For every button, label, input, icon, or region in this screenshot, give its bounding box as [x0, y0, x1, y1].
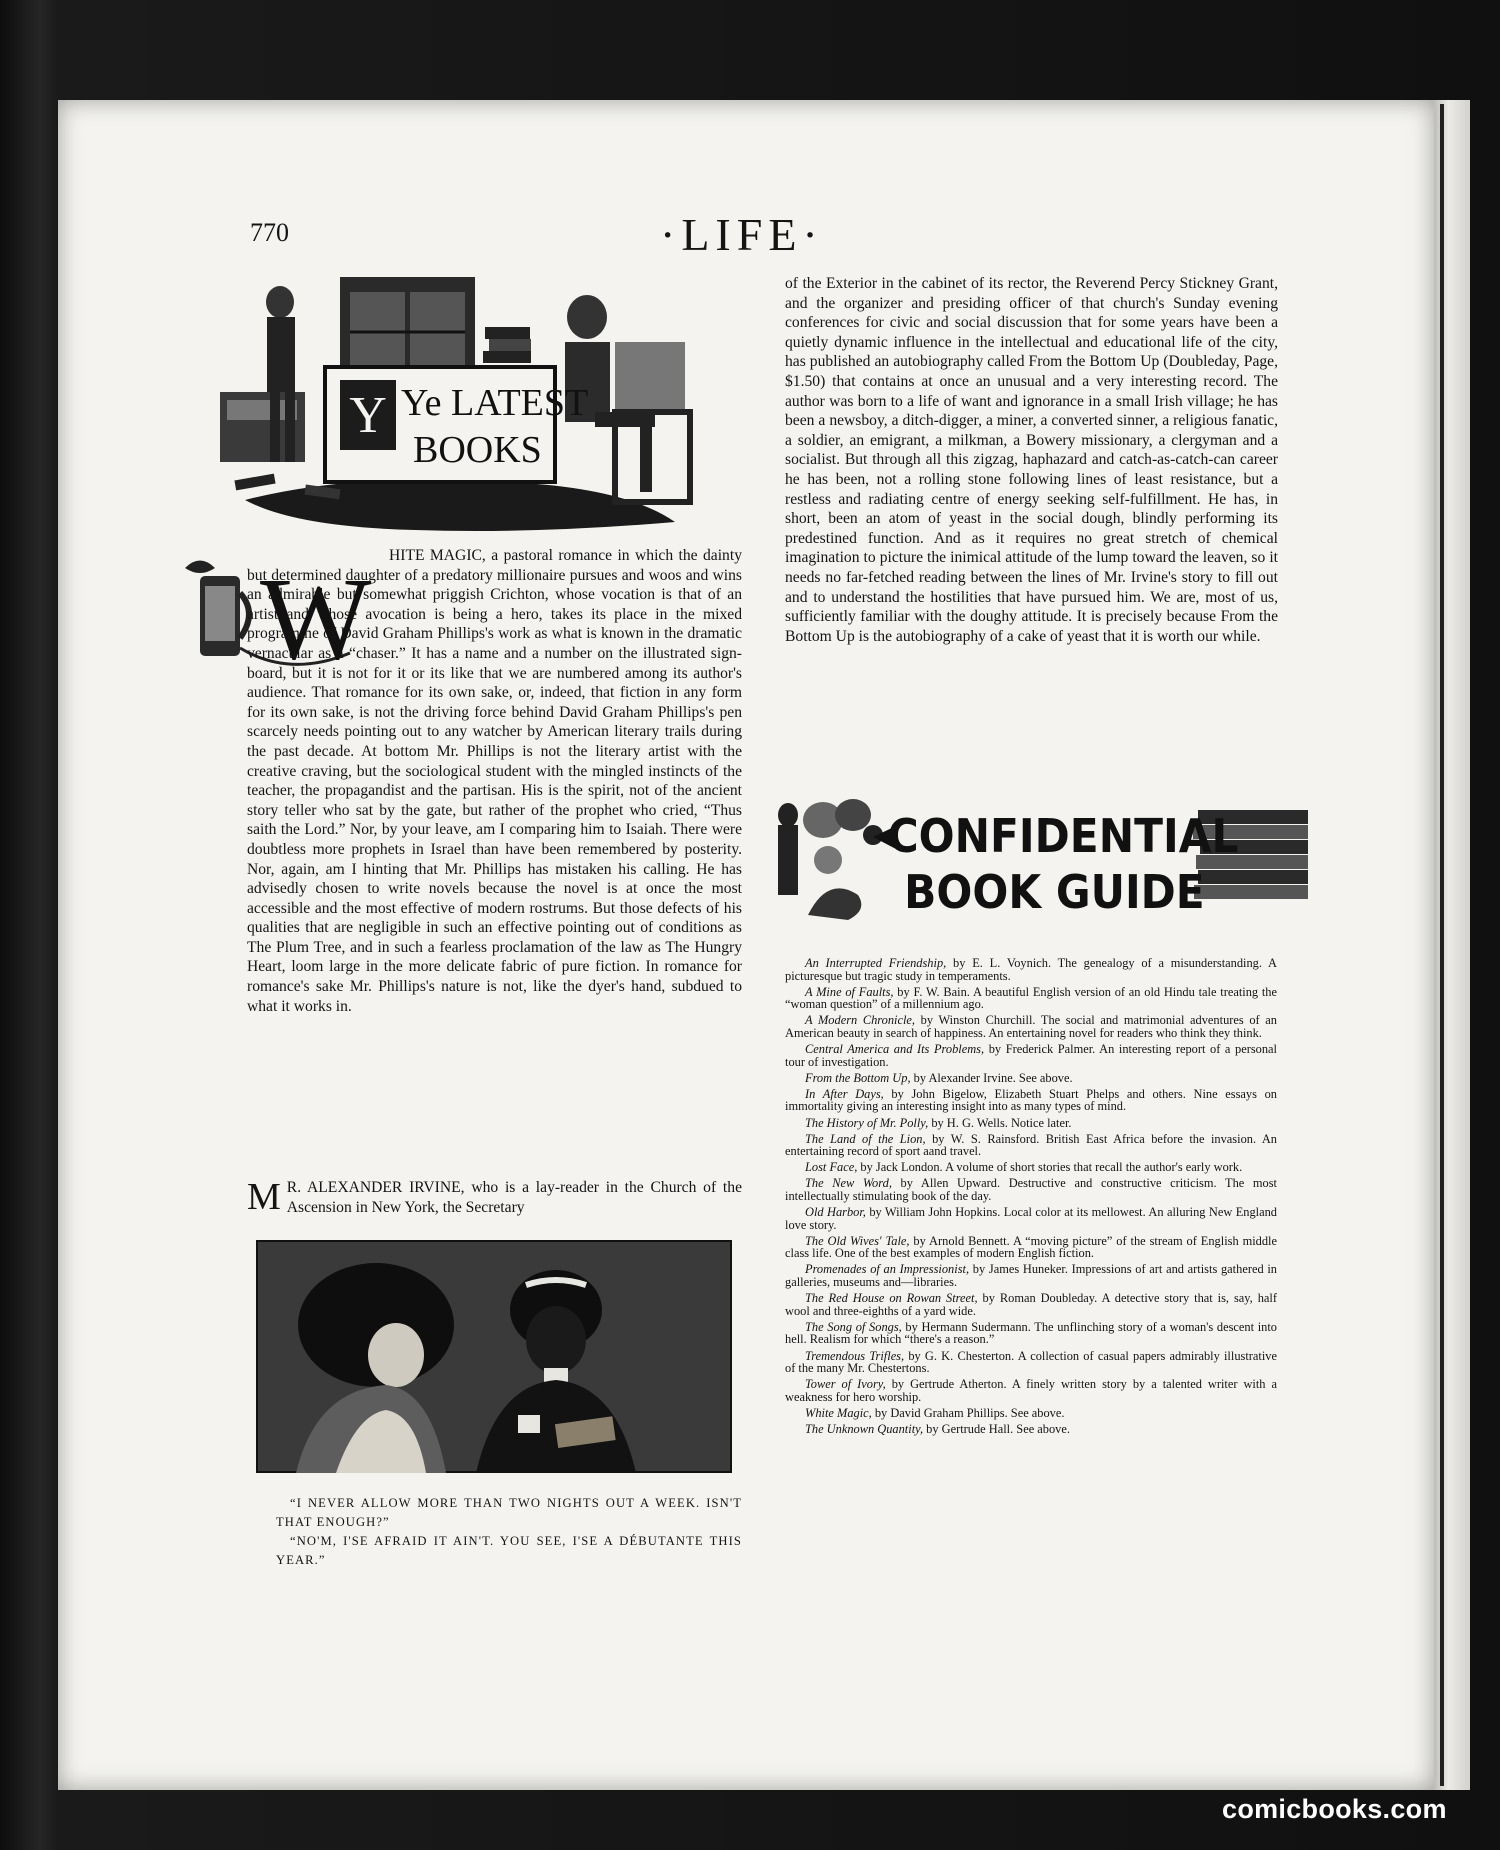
guide-entry	[785, 1423, 1277, 1436]
confidential-book-guide-illustration	[768, 795, 1323, 925]
page-gutter-line	[1440, 104, 1444, 1786]
guide-entry-title: In After Days,	[805, 1086, 884, 1101]
watermark: comicbooks.com	[1222, 1794, 1447, 1824]
confidential-line2: BOOK GUIDE	[904, 866, 1205, 920]
guide-entry-title: The New Word,	[805, 1176, 892, 1191]
guide-entry	[785, 1177, 1277, 1202]
guide-entry-title: Tremendous Trifles,	[805, 1348, 905, 1363]
guide-entry-title: An Interrupted Friendship,	[805, 956, 947, 970]
guide-entry-description: by Alexander Irvine. See above.	[910, 1070, 1073, 1085]
guide-entry-description: by Hermann Sudermann. The unflinching story of a woman's descent into hell. Realism for which “there's a reason.”	[785, 1319, 1277, 1347]
guide-entry-title: The History of Mr. Polly,	[805, 1115, 929, 1130]
guide-entry-description: by Jack London. A volume of short stories that recall the author's early work.	[857, 1160, 1243, 1175]
confidential-line1: CONFIDENTIAL	[887, 810, 1239, 864]
ye-monogram: Y	[349, 387, 387, 444]
guide-entry-title: Lost Face,	[805, 1160, 858, 1175]
guide-entry	[785, 1117, 1277, 1130]
guide-entry	[785, 1378, 1277, 1403]
guide-entry	[785, 1072, 1277, 1085]
page-number: 770	[250, 218, 289, 247]
guide-entry-title: Tower of Ivory,	[805, 1377, 886, 1392]
irvine-review-continued	[785, 274, 1278, 646]
irvine-dropcap: M	[247, 1176, 281, 1218]
guide-entry-title: The Land of the Lion,	[805, 1131, 926, 1146]
latest-books-line1: Ye LATEST	[401, 382, 589, 424]
guide-entry-title: The Unknown Quantity,	[805, 1422, 924, 1436]
guide-entry-title: Central America and Its Problems,	[805, 1042, 985, 1057]
latest-books-illustration	[205, 272, 750, 537]
guide-entry	[785, 1350, 1277, 1375]
guide-entry	[785, 1161, 1277, 1174]
guide-entry-description: by G. K. Chesterton. A collection of casual papers admirably illustrative of the many Mr. Chestertons.	[785, 1348, 1277, 1376]
guide-entry-description: by Roman Doubleday. A detective story that is, say, half wool and three-eighths of a yard wide.	[785, 1291, 1277, 1318]
guide-entry	[785, 1088, 1277, 1113]
guide-entry	[785, 1407, 1277, 1420]
guide-entry	[785, 1263, 1277, 1288]
guide-entry-description: by E. L. Voynich. The genealogy of a misunderstanding. A picturesque but tragic study in temperaments.	[785, 956, 1278, 983]
guide-entry	[785, 986, 1277, 1011]
irvine-review-start	[247, 1178, 742, 1217]
book-guide-list	[785, 957, 1277, 1439]
guide-entry-title: From the Bottom Up,	[805, 1070, 911, 1085]
guide-entry-description: by H. G. Wells. Notice later.	[928, 1115, 1072, 1130]
caption-line1: “I NEVER ALLOW MORE THAN TWO NIGHTS OUT A WEEK. ISN'T THAT ENOUGH?”	[276, 1496, 742, 1529]
guide-entry	[785, 1014, 1277, 1039]
guide-entry-title: The Red House on Rowan Street,	[805, 1291, 978, 1306]
irvine-continued-text: of the Exterior in the cabinet of its rector, the Reverend Percy Stickney Grant, and the organizer and presiding officer of that church's Sunday evening conferences for civic and social discussion that for some years have been a quietly dynamic influence in the intellectual and educational life of the city, has published an autobiography called From the Bottom Up (Doubleday, Page, $1.50) that contains at once an unusual and a very interesting record. The author was born to a life of want and ignorance in a small Irish village; he has been a newsboy, a ditch-digger, a miner, a converted sinner, a religious fanatic, a soldier, an emigrant, a milkman, a Bowery missionary, a clergyman and a socialist. But through all this zigzag, haphazard and catch-as-catch-can career he has been, not a rolling stone following lines of least resistance, but a restless and radiating centre of energy seeking self-fulfillment. He has, in short, been an atom of yeast in the social dough, blindly performing its predestined function. And as it requires no great stretch of chemical imagination to picture the inimical attitude of the lump toward the leaven, so it needs no far-fetched reading between the lines of Mr. Irvine's story to fill out and to understand the hostilities that have pursued him. We are, most of us, sufficiently familiar with the doughy attitude. It is precisely because From the Bottom Up is the autobiography of a cake of yeast that it is worth our while.	[785, 275, 1278, 645]
guide-entry-description: by Gertrude Atherton. A finely written story by a talented writer with a weakness for hero worship.	[785, 1377, 1277, 1404]
guide-entry-title: The Song of Songs,	[805, 1319, 902, 1334]
guide-entry-title: A Mine of Faults,	[805, 984, 894, 999]
cartoon-photo	[256, 1240, 732, 1473]
guide-entry-description: by David Graham Phillips. See above.	[871, 1405, 1065, 1420]
white-magic-paragraph: HITE MAGIC, a pastoral romance in which the dainty but determined daughter of a predatory millionaire pursues and woos and wins an admirable but somewhat priggish Crichton, whose vocation is that of an artist and whose avocation is being a hero, takes its place in the mixed programme of David Graham Phillips's work as what is known in the dramatic vernacular as a “chaser.” It has a name and a number on the illustrated sign-board, but it is not for it or its like that we are numbered among its author's audience. That romance for its own sake, or, indeed, that fiction in any form for its own sake, is not the driving force behind David Graham Phillips's pen scarcely needs pointing out to any watcher by American literary trails during the past decade. At bottom Mr. Phillips is not the literary artist with the creative craving, but the sociological student with the mingled instincts of the teacher, the propagandist and the partisan. His is the spirit, not of the ancient story teller who sat by the gate, but rather of the prophet who cried, “Thus saith the Lord.” Nor, by your leave, am I comparing him to Isaiah. There were doubtless more prophets in Israel than have been remembered by posterity. Nor, again, am I hinting that Mr. Phillips has mistaken his calling. He has advisedly chosen to write novels because the novel is at once the most accessible and the most effective of modern rostrums. But those defects of his qualities that are negligible in such an effective pointing out of conditions as The Plum Tree, and in such a fearless proclamation of the law as The Hungry Heart, loom large in the more delicate fabric of pure fiction. In romance for romance's sake Mr. Phillips's nature is not, like the dyer's hand, subdued to what it works in.	[247, 547, 742, 1015]
guide-entry-title: A Modern Chronicle,	[805, 1013, 916, 1028]
guide-entry-description: by F. W. Bain. A beautiful English version of an old Hindu tale treating the “woman question” of a millennium ago.	[785, 984, 1277, 1012]
white-magic-dropcap: W	[260, 553, 372, 683]
latest-books-line2: BOOKS	[413, 429, 542, 471]
guide-entry	[785, 1321, 1277, 1346]
guide-entry	[785, 1206, 1277, 1231]
guide-entry-title: Old Harbor,	[805, 1205, 866, 1220]
guide-entry-title: Promenades of an Impressionist,	[805, 1262, 970, 1277]
guide-entry-description: by John Bigelow, Elizabeth Stuart Phelps and others. Nine essays on immortality giving an interesting insight into as many types of mind.	[785, 1086, 1277, 1114]
caption-line2: “NO'M, I'SE AFRAID IT AIN'T. YOU SEE, I'SE A DÉBUTANTE THIS YEAR.”	[276, 1534, 742, 1567]
guide-entry-description: by William John Hopkins. Local color at its mellowest. An alluring New England love story.	[785, 1205, 1277, 1232]
guide-entry	[785, 1133, 1277, 1158]
guide-entry-description: by Frederick Palmer. An interesting report of a personal tour of investigation.	[785, 1042, 1277, 1069]
guide-entry	[785, 1043, 1277, 1068]
guide-entry-description: by Allen Upward. Destructive and constructive criticism. The most intellectually stimulating book of the day.	[785, 1176, 1278, 1203]
guide-entry	[785, 1235, 1277, 1260]
guide-entry	[785, 957, 1277, 982]
guide-entry-title: White Magic,	[805, 1405, 872, 1420]
irvine-start-text: R. ALEXANDER IRVINE, who is a lay-reader in the Church of the Ascension in New York, the Secretary	[286, 1179, 742, 1216]
guide-entry-description: by Arnold Bennett. A “moving picture” of the stream of English middle class life. One of the best examples of modern English fiction.	[785, 1233, 1277, 1261]
guide-entry-description: by James Huneker. Impressions of art and artists gathered in galleries, museums and—libraries.	[785, 1262, 1277, 1290]
guide-entry-title: The Old Wives' Tale,	[805, 1233, 910, 1248]
white-magic-review	[247, 546, 742, 1016]
guide-entry-description: by W. S. Rainsford. British East Africa before the invasion. An entertaining record of sport aand travel.	[785, 1131, 1277, 1159]
guide-entry	[785, 1292, 1277, 1317]
masthead-title: ·LIFE·	[660, 209, 824, 260]
guide-entry-description: by Gertrude Hall. See above.	[923, 1422, 1070, 1436]
guide-entry-description: by Winston Churchill. The social and matrimonial adventures of an American beauty in search of happiness. An entertaining novel for readers who think they think.	[785, 1013, 1277, 1040]
photo-caption	[276, 1494, 742, 1570]
